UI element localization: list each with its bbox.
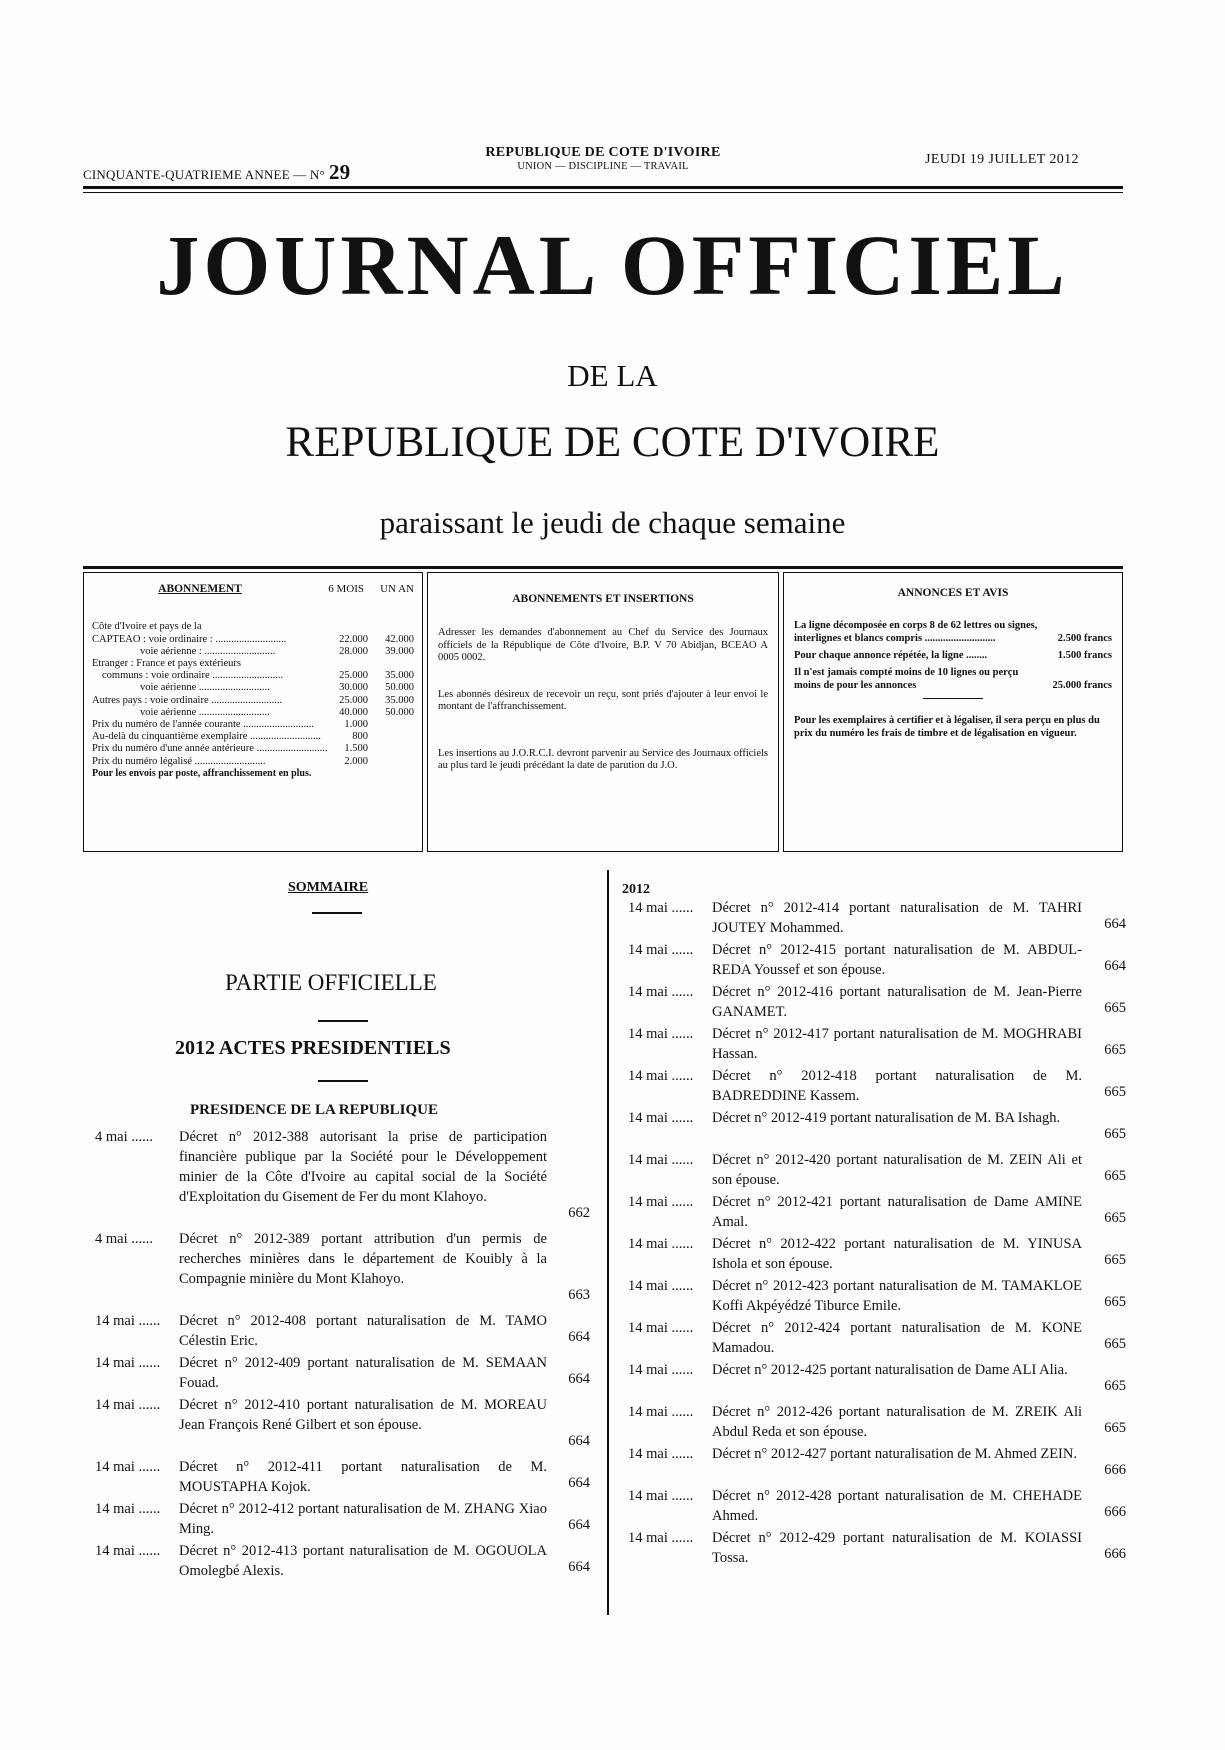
entry-text: Décret n° 2012-429 portant naturalisation de M. KOIASSI Tossa.: [712, 1530, 1082, 1566]
subscription-row: [92, 695, 414, 707]
subscription-1an: 35.000: [385, 670, 414, 682]
entry-text: Décret n° 2012-410 portant naturalisation de M. MOREAU Jean François René Gilbert et son épouse.: [179, 1397, 547, 1433]
entry-date: 14 mai ......: [628, 1278, 694, 1294]
entry-text: Décret n° 2012-388 autorisant la prise de participation financière publique par la Société pour le Développement minier de la Côte d'Ivoire au capital social de la Société d'Exploitation du Gisement de Fer du mont Klahoyo.: [179, 1129, 547, 1205]
actes-presidentiels: 2012 ACTES PRESIDENTIELS: [175, 1037, 451, 1059]
entry-text: Décret n° 2012-415 portant naturalisation de M. ABDUL-REDA Youssef et son épouse.: [712, 942, 1082, 978]
sommaire-entry[interactable]: [628, 1318, 1128, 1358]
de-la: DE LA: [567, 358, 658, 393]
subscription-label: Au-delà du cinquantième exemplaire ...........................: [92, 731, 321, 743]
subscription-label: voie aérienne ...........................: [140, 682, 270, 694]
entry-text: Décret n° 2012-422 portant naturalisation de M. YINUSA Ishola et son épouse.: [712, 1236, 1082, 1272]
subscription-row: [92, 743, 414, 755]
sommaire-entry[interactable]: [628, 1486, 1128, 1526]
sommaire-entry[interactable]: [628, 1528, 1128, 1568]
annonce-label: Il n'est jamais compté moins de 10 lignes ou perçu moins de pour les annonces: [794, 667, 1019, 691]
subscription-1an: 50.000: [385, 682, 414, 694]
subscription-6mois: 28.000: [339, 645, 368, 657]
sommaire-entry[interactable]: [95, 1457, 595, 1497]
entry-date: 14 mai ......: [628, 942, 694, 958]
subscriptions-box: [83, 572, 423, 852]
annonce-price: 25.000 francs: [1052, 680, 1112, 691]
entry-page: 666: [1104, 1504, 1126, 1520]
annonce-line: [794, 649, 1112, 662]
issue-date: JEUDI 19 JUILLET 2012: [925, 152, 1079, 167]
entry-date: 14 mai ......: [95, 1313, 161, 1329]
subscription-row: [92, 646, 414, 658]
annonce-price: 2.500 francs: [1057, 633, 1112, 644]
entry-date: 4 mai ......: [95, 1231, 153, 1247]
republic-name: REPUBLIQUE DE COTE D'IVOIRE: [485, 145, 721, 160]
year-label: CINQUANTE-QUATRIEME ANNEE — N°: [83, 167, 325, 182]
sommaire-entry[interactable]: [628, 1066, 1128, 1106]
sommaire-entry[interactable]: [628, 940, 1128, 980]
entry-date: 4 mai ......: [95, 1129, 153, 1145]
entry-page: 664: [1104, 916, 1126, 932]
subscription-6mois: 800: [352, 731, 368, 743]
entry-text: Décret n° 2012-420 portant naturalisation de M. ZEIN Ali et son épouse.: [712, 1152, 1082, 1188]
entry-page: 664: [568, 1329, 590, 1345]
sommaire-entry[interactable]: [95, 1353, 595, 1393]
subscription-label: Prix du numéro de l'année courante ...........................: [92, 718, 315, 730]
entry-date: 14 mai ......: [628, 984, 694, 1000]
subscription-row: [92, 719, 414, 731]
subscription-1an: [368, 743, 414, 755]
insertions-p2: Les abonnés désireux de recevoir un reçu, sont priés d'ajouter à leur envoi le montant de l'affranchissement.: [438, 688, 768, 712]
subscription-row: [92, 756, 414, 768]
subscription-row: [92, 670, 414, 682]
subscription-row: [92, 634, 414, 646]
header-rule: [83, 186, 1123, 189]
entry-date: 14 mai ......: [95, 1543, 161, 1559]
subscription-1an: [368, 719, 414, 731]
sommaire-entry[interactable]: [628, 1150, 1128, 1190]
entry-date: 14 mai ......: [628, 1068, 694, 1084]
entry-page: 665: [1104, 1084, 1126, 1100]
entry-page: 665: [1104, 1252, 1126, 1268]
header-rule-thin: [83, 192, 1123, 193]
entry-date: 14 mai ......: [95, 1459, 161, 1475]
subscriptions-rows: [92, 634, 414, 768]
annonce-price: 1.500 francs: [1057, 650, 1112, 661]
sommaire-entry[interactable]: [95, 1229, 595, 1309]
sommaire-entry[interactable]: [628, 898, 1128, 938]
subscription-6mois: 25.000: [339, 670, 368, 682]
sommaire-entry[interactable]: [95, 1127, 595, 1227]
col-1an: UN AN: [380, 583, 414, 595]
subscription-1an: 35.000: [385, 694, 414, 706]
journal-title: JOURNAL OFFICIEL: [156, 217, 1069, 313]
subscription-label: Prix du numéro d'une année antérieure ...........................: [92, 743, 328, 755]
entry-text: Décret n° 2012-419 portant naturalisation de M. BA Ishagh.: [712, 1110, 1061, 1126]
entry-text: Décret n° 2012-408 portant naturalisation de M. TAMO Célestin Eric.: [179, 1313, 547, 1349]
entry-page: 664: [568, 1371, 590, 1387]
annonces-note: Pour les exemplaires à certifier et à légaliser, il sera perçu en plus du prix du numéro les frais de timbre et de légalisation en vigueur.: [794, 715, 1100, 739]
subscription-1an: 42.000: [385, 633, 414, 645]
subscription-row: [92, 707, 414, 719]
actes-rule: [318, 1080, 368, 1082]
entry-date: 14 mai ......: [95, 1355, 161, 1371]
subscription-6mois: 40.000: [339, 706, 368, 718]
subscription-label: voie aérienne ...........................: [140, 706, 270, 718]
entry-text: Décret n° 2012-409 portant naturalisation de M. SEMAAN Fouad.: [179, 1355, 547, 1391]
partie-officielle: PARTIE OFFICIELLE: [225, 970, 437, 995]
annonce-line: [794, 619, 1112, 645]
entry-text: Décret n° 2012-412 portant naturalisation de M. ZHANG Xiao Ming.: [179, 1501, 547, 1537]
entry-text: Décret n° 2012-411 portant naturalisation de M. MOUSTAPHA Kojok.: [179, 1459, 547, 1495]
subscription-label: Etranger : France et pays extérieurs: [92, 657, 241, 669]
subscription-1an: [368, 658, 414, 670]
entry-page: 664: [568, 1475, 590, 1491]
annonce-line: [794, 666, 1112, 692]
subscription-1an: [368, 731, 414, 743]
entry-date: 14 mai ......: [628, 1236, 694, 1252]
right-year: 2012: [622, 882, 650, 897]
subscription-label: communs : voie ordinaire ...........................: [102, 670, 284, 682]
entry-date: 14 mai ......: [628, 1194, 694, 1210]
entry-text: Décret n° 2012-427 portant naturalisation de M. Ahmed ZEIN.: [712, 1446, 1077, 1462]
entry-date: 14 mai ......: [95, 1397, 161, 1413]
issue-number: 29: [328, 160, 351, 184]
entry-page: 665: [1104, 1000, 1126, 1016]
entry-text: Décret n° 2012-389 portant attribution d'un permis de recherches minières dans le département de Kouibly à la Compagnie minière du Mont Klahoyo.: [179, 1231, 547, 1287]
subscription-label: Autres pays : voie ordinaire ...........................: [92, 694, 283, 706]
entry-page: 664: [1104, 958, 1126, 974]
sommaire-entry[interactable]: [628, 1234, 1128, 1274]
box-top-rule: [83, 566, 1123, 569]
entry-date: 14 mai ......: [628, 1152, 694, 1168]
insertions-p1: Adresser les demandes d'abonnement au Chef du Service des Journaux officiels de la République de Côte d'Ivoire, B.P. V 70 Abidjan, BCEAO A 0005 0002.: [438, 627, 768, 663]
entry-text: Décret n° 2012-428 portant naturalisation de M. CHEHADE Ahmed.: [712, 1488, 1082, 1524]
insertions-box: [427, 572, 779, 852]
entry-page: 664: [568, 1433, 590, 1449]
entry-text: Décret n° 2012-414 portant naturalisation de M. TAHRI JOUTEY Mohammed.: [712, 900, 1082, 936]
annonces-divider: [923, 698, 983, 699]
sommaire-entry[interactable]: [95, 1395, 595, 1455]
issue-info: [83, 160, 350, 185]
sommaire-entry[interactable]: [628, 1402, 1128, 1442]
entry-page: 663: [568, 1287, 590, 1303]
sommaire-entry[interactable]: [95, 1311, 595, 1351]
subscription-6mois: 1.000: [344, 718, 368, 730]
entry-date: 14 mai ......: [628, 1320, 694, 1336]
entry-page: 665: [1104, 1336, 1126, 1352]
entry-date: 14 mai ......: [628, 1404, 694, 1420]
sommaire-entry[interactable]: [628, 1444, 1128, 1484]
entry-text: Décret n° 2012-424 portant naturalisation de M. KONE Mamadou.: [712, 1320, 1082, 1356]
entry-page: 665: [1104, 1168, 1126, 1184]
entry-text: Décret n° 2012-417 portant naturalisation de M. MOGHRABI Hassan.: [712, 1026, 1082, 1062]
entry-date: 14 mai ......: [628, 1530, 694, 1546]
insertions-heading: ABONNEMENTS ET INSERTIONS: [512, 593, 694, 605]
sommaire-entry[interactable]: [95, 1541, 595, 1581]
entry-text: Décret n° 2012-413 portant naturalisation de M. OGOUOLA Omolegbé Alexis.: [179, 1543, 547, 1579]
subscription-6mois: 2.000: [344, 755, 368, 767]
republic-header: [468, 145, 738, 172]
entry-date: 14 mai ......: [628, 900, 694, 916]
entry-date: 14 mai ......: [628, 1110, 694, 1126]
annonce-label: Pour chaque annonce répétée, la ligne ........: [794, 650, 988, 661]
annonces-lines: [794, 619, 1112, 692]
entry-text: Décret n° 2012-421 portant naturalisation de Dame AMINE Amal.: [712, 1194, 1082, 1230]
entry-text: Décret n° 2012-425 portant naturalisation de Dame ALI Alia.: [712, 1362, 1068, 1378]
entry-page: 665: [1104, 1042, 1126, 1058]
insertions-p3: Les insertions au J.O.R.C.I. devront parvenir au Service des Journaux officiels au plus tard le jeudi précédant la date de parution du J.O.: [438, 747, 768, 771]
subscription-6mois: 22.000: [339, 633, 368, 645]
subscription-6mois: 30.000: [339, 682, 368, 694]
subscriptions-footnote: Pour les envois par poste, affranchissement en plus.: [92, 767, 312, 779]
subscription-row: [92, 682, 414, 694]
presidence-heading: PRESIDENCE DE LA REPUBLIQUE: [190, 1102, 438, 1118]
entry-page: 665: [1104, 1420, 1126, 1436]
sommaire-entry[interactable]: [628, 1024, 1128, 1064]
entry-date: 14 mai ......: [628, 1488, 694, 1504]
entry-page: 665: [1104, 1294, 1126, 1310]
entry-date: 14 mai ......: [95, 1501, 161, 1517]
entry-page: 662: [568, 1205, 590, 1221]
col-6mois: 6 MOIS: [328, 583, 364, 595]
subscription-row: [92, 731, 414, 743]
entry-page: 665: [1104, 1210, 1126, 1226]
annonce-label: La ligne décomposée en corps 8 de 62 lettres ou signes, interlignes et blancs compris ...........................: [794, 620, 1038, 644]
entry-page: 666: [1104, 1462, 1126, 1478]
sommaire-entry[interactable]: [628, 982, 1128, 1022]
partie-rule: [318, 1020, 368, 1022]
sommaire-heading: SOMMAIRE: [288, 880, 369, 895]
country-name: REPUBLIQUE DE COTE D'IVOIRE: [285, 419, 940, 466]
sommaire-rule: [312, 912, 362, 914]
entry-date: 14 mai ......: [628, 1362, 694, 1378]
entry-page: 665: [1104, 1126, 1126, 1142]
subscription-label: voie aérienne : ...........................: [140, 645, 276, 657]
frequency: paraissant le jeudi de chaque semaine: [379, 505, 846, 540]
subscription-1an: [368, 756, 414, 768]
sommaire-entry[interactable]: [95, 1499, 595, 1539]
motto: UNION — DISCIPLINE — TRAVAIL: [517, 161, 689, 172]
entry-text: Décret n° 2012-418 portant naturalisation de M. BADREDDINE Kassem.: [712, 1068, 1082, 1104]
entry-page: 664: [568, 1559, 590, 1575]
sommaire-entry[interactable]: [628, 1108, 1128, 1148]
sommaire-entry[interactable]: [628, 1276, 1128, 1316]
subscriptions-heading: ABONNEMENT: [158, 583, 242, 595]
subscription-label: CAPTEAO : voie ordinaire : ...........................: [92, 633, 287, 645]
entry-text: Décret n° 2012-416 portant naturalisation de M. Jean-Pierre GANAMET.: [712, 984, 1082, 1020]
subscription-6mois: 25.000: [339, 694, 368, 706]
entry-text: Décret n° 2012-426 portant naturalisation de M. ZREIK Ali Abdul Reda et son épouse.: [712, 1404, 1082, 1440]
subscription-1an: 50.000: [385, 706, 414, 718]
subscriptions-group: Côte d'Ivoire et pays de la: [92, 621, 202, 632]
subscription-6mois: [328, 658, 368, 670]
entry-page: 665: [1104, 1378, 1126, 1394]
entry-date: 14 mai ......: [628, 1446, 694, 1462]
entry-page: 664: [568, 1517, 590, 1533]
entry-text: Décret n° 2012-423 portant naturalisation de M. TAMAKLOE Koffi Akpéyédzé Tiburce Emile.: [712, 1278, 1082, 1314]
entry-date: 14 mai ......: [628, 1026, 694, 1042]
subscription-6mois: 1.500: [344, 743, 368, 755]
subscription-row: [92, 658, 414, 670]
annonces-heading: ANNONCES ET AVIS: [897, 587, 1009, 599]
annonces-box: [783, 572, 1123, 852]
entry-page: 666: [1104, 1546, 1126, 1562]
column-separator: [607, 870, 609, 1615]
sommaire-entry[interactable]: [628, 1192, 1128, 1232]
subscription-label: Prix du numéro légalisé ...........................: [92, 755, 266, 767]
subscription-1an: 39.000: [385, 645, 414, 657]
sommaire-entry[interactable]: [628, 1360, 1128, 1400]
